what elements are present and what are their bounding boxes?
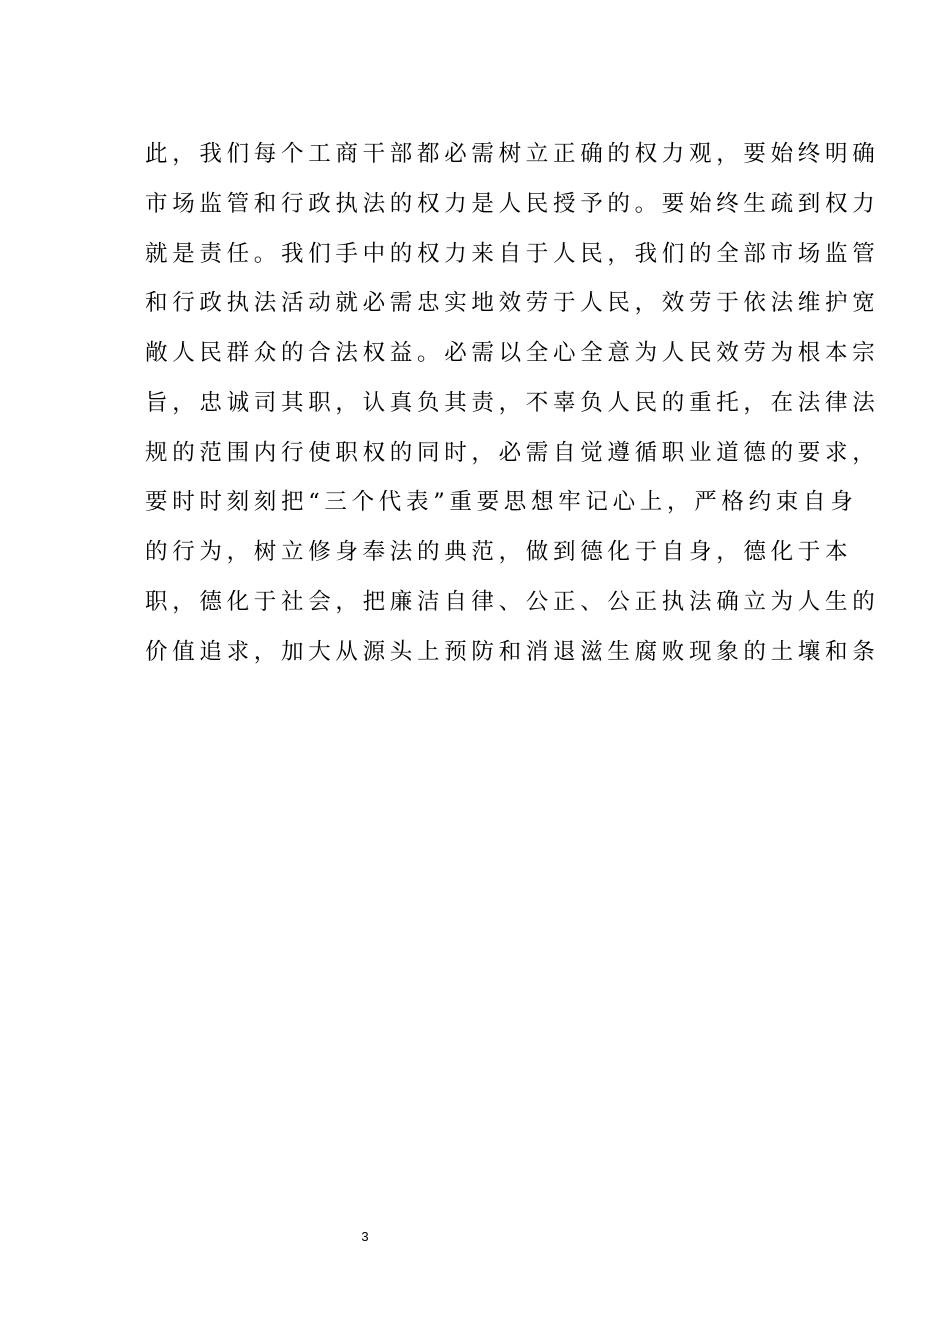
body-text: [145, 133, 880, 680]
text-line: 的行为，树立修身奉法的典范，做到德化于自身，德化于本: [145, 539, 853, 565]
text-line: 价值追求，加大从源头上预防和消退滋生腐败现象的土壤和条: [145, 638, 880, 665]
text-line: 和行政执法活动就必需忠实地效劳于人民，效劳于依法维护宽: [145, 290, 880, 317]
text-line: 要时时刻刻把“三个代表”重要思想牢记心上，严格约束自身: [145, 489, 858, 516]
page-number: 3: [361, 1229, 369, 1244]
text-line: 规的范围内行使职权的同时，必需自觉遵循职业道德的要求，: [145, 439, 880, 466]
text-line: 敞人民群众的合法权益。必需以全心全意为人民效劳为根本宗: [145, 340, 880, 366]
text-line: 旨，忠诚司其职，认真负其责，不辜负人民的重托，在法律法: [145, 389, 880, 416]
text-line: 市场监管和行政执法的权力是人民授予的。要始终生疏到权力: [145, 190, 880, 217]
text-line: 此，我们每个工商干部都必需树立正确的权力观，要始终明确: [145, 141, 880, 167]
text-line: 就是责任。我们手中的权力来自于人民，我们的全部市场监管: [145, 240, 880, 267]
text-line: 职，德化于社会，把廉洁自律、公正、公正执法确立为人生的: [145, 588, 880, 615]
